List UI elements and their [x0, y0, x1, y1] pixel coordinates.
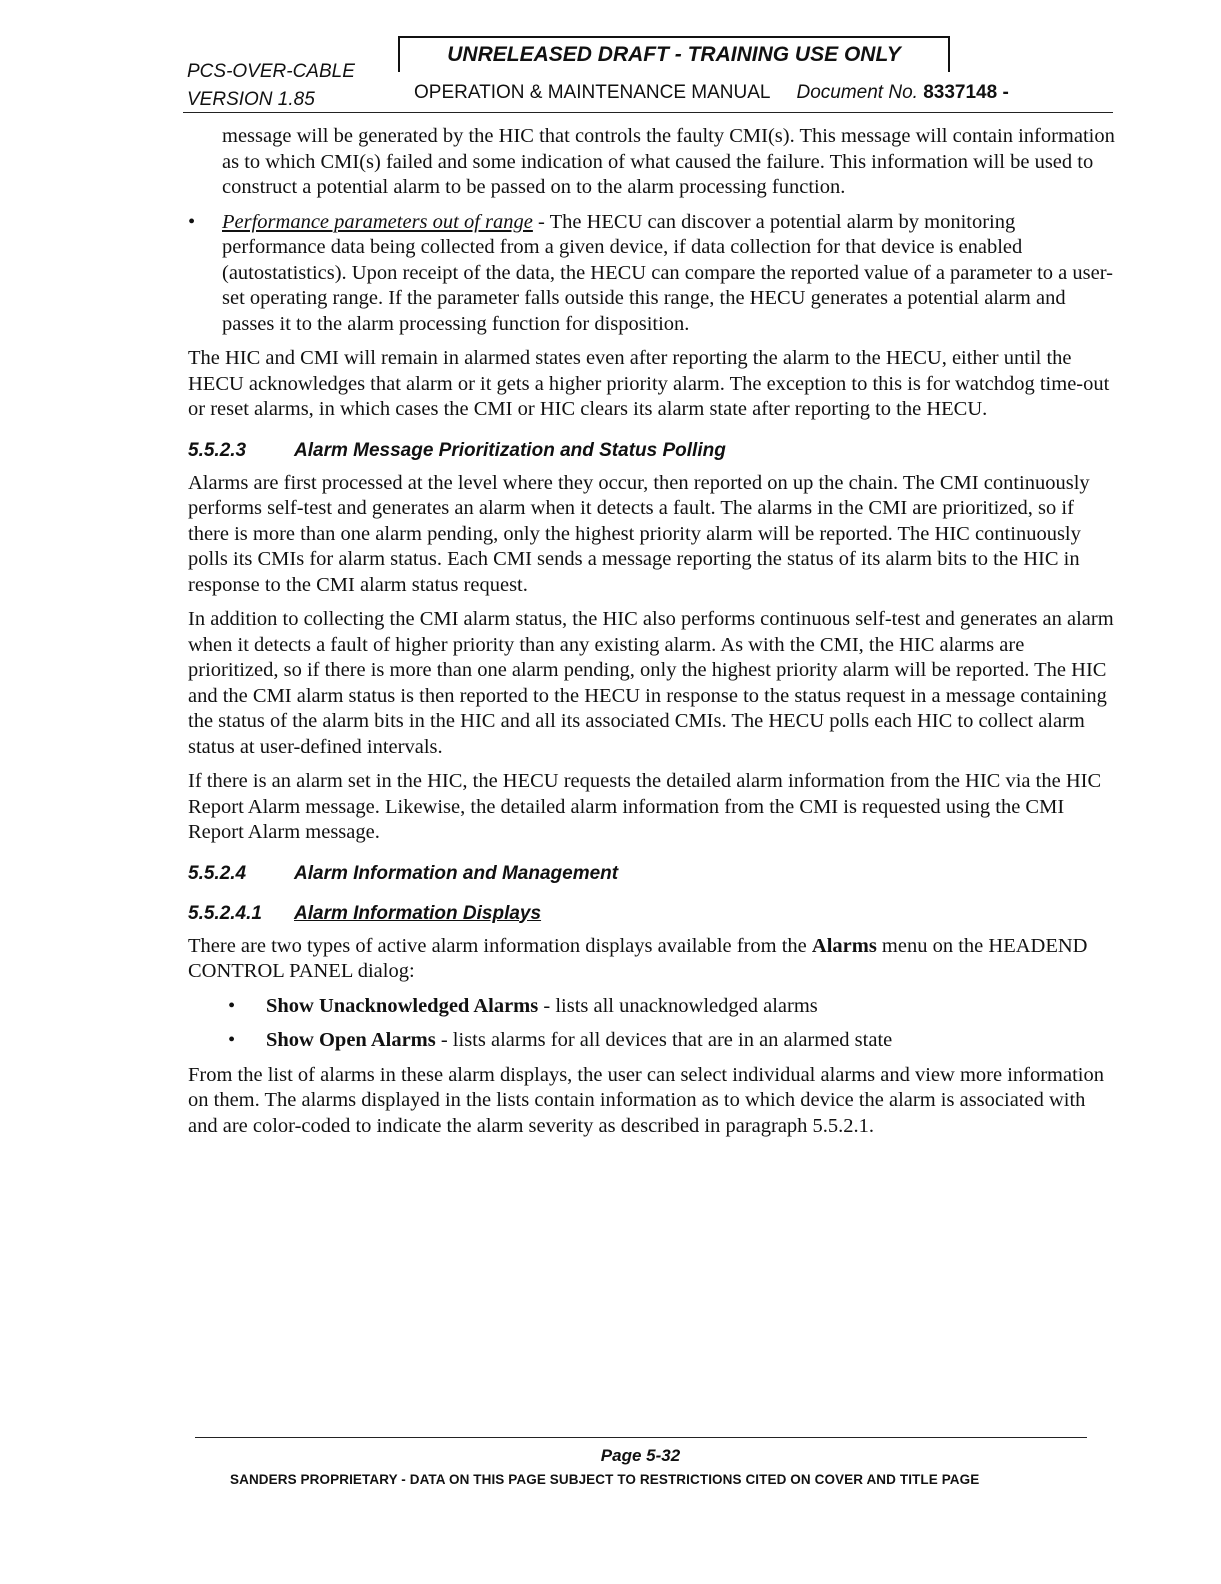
bullet-show-unacknowledged — [188, 994, 1116, 1020]
section-heading-55241 — [188, 902, 1116, 926]
page-number: Page 5-32 — [600, 1446, 681, 1465]
manual-title: OPERATION & MAINTENANCE MANUAL — [414, 82, 771, 103]
header-product-block — [187, 58, 355, 114]
page-content — [188, 124, 1116, 1148]
paragraph-55241-1 — [188, 934, 1116, 985]
text-run: There are two types of active alarm information displays available from the — [188, 934, 812, 957]
document-number: 8337148 - — [923, 82, 1009, 103]
section-title: Alarm Information Displays — [294, 902, 542, 924]
header-manual-line — [414, 82, 1009, 104]
paragraph-5523-2: In addition to collecting the CMI alarm status, the HIC also performs continuous self-test and generates an alarm when it detects a fault of higher priority than any existing alarm. As with the CMI, the HIC alarms are prioritized, so if there is more than one alarm pending, only the highest priority alarm will be reported. The HIC and the CMI alarm status is then reported to the HECU in response to the status request in a message containing the status of the alarm bits in the HIC and all its associated CMIs. The HECU polls each HIC to collect alarm status at user-defined intervals. — [188, 608, 1114, 758]
header-version: VERSION 1.85 — [187, 89, 315, 110]
text-run: menu on the HEADEND CONTROL PANEL dialog: — [188, 934, 1088, 982]
bullet-performance-parameters — [188, 210, 1116, 338]
section-number: 5.5.2.4.1 — [188, 902, 262, 924]
continued-paragraph: message will be generated by the HIC that controls the faulty CMI(s). This message will contain information as to which CMI(s) failed and some indication of what caused the failure. This information will be used to construct a potential alarm to be passed on to the alarm processing function. — [222, 125, 1115, 198]
bullet-term: Performance parameters out of range — [222, 210, 533, 233]
alarms-menu-name: Alarms — [811, 934, 877, 957]
menu-item-show-open: Show Open Alarms — [266, 1029, 436, 1051]
footer-rule — [195, 1437, 1087, 1438]
paragraph-5523-3: If there is an alarm set in the HIC, the HECU requests the detailed alarm information from the HIC via the HIC Report Alarm message. Likewise, the detailed alarm information from the CMI is requested using the CMI Report Alarm message. — [188, 770, 1102, 843]
header-rule — [183, 112, 1113, 113]
bullet-text: - lists alarms for all devices that are in an alarmed state — [435, 1029, 893, 1051]
bullet-icon: • — [188, 210, 196, 233]
section-number: 5.5.2.3 — [188, 439, 247, 461]
document-label: Document No. — [796, 82, 918, 103]
section-title: Alarm Information and Management — [294, 862, 619, 884]
paragraph-55241-2: From the list of alarms in these alarm displays, the user can select individual alarms and view more information on them. The alarms displayed in the lists contain information as to which device the alarm is associated with and are color-coded to indicate the alarm severity as described in paragraph 5.5.2.1. — [188, 1063, 1104, 1137]
draft-banner: UNRELEASED DRAFT - TRAINING USE ONLY — [398, 36, 950, 72]
section-number: 5.5.2.4 — [188, 862, 247, 884]
section-heading-5524 — [188, 862, 1116, 886]
menu-item-show-unacknowledged: Show Unacknowledged Alarms — [266, 994, 539, 1017]
bullet-show-open — [188, 1028, 1116, 1054]
header-product: PCS-OVER-CABLE — [187, 61, 355, 82]
paragraph-hic-cmi-states: The HIC and CMI will remain in alarmed states even after reporting the alarm to the HECU, either until the HECU acknowledges that alarm or it gets a higher priority alarm. The exception to this is for watchdog time-out or reset alarms, in which cases the CMI or HIC clears its alarm state after reporting to the HECU. — [188, 347, 1110, 420]
paragraph-5523-1: Alarms are first processed at the level where they occur, then reported on up the chain. The CMI continuously performs self-test and generates an alarm when it detects a fault. The alarms in the CMI are prioritized, so if there is more than one alarm pending, only the highest priority alarm will be reported. The HIC continuously polls its CMIs for alarm status. Each CMI sends a message reporting the status of its alarm bits to the HIC in response to the CMI alarm status request. — [188, 471, 1090, 596]
section-title: Alarm Message Prioritization and Status Polling — [294, 439, 726, 461]
bullet-icon: • — [228, 994, 236, 1017]
bullet-text: - The HECU can discover a potential alarm by monitoring performance data being collected from a given device, if data collection for that device is enabled (autostatistics). Upon receipt of the data, the HECU can compare the reported value of a parameter to a user-set operating range. If the parameter falls outside this range, the HECU generates a potential alarm and passes it to the alarm processing function for disposition. — [222, 210, 1113, 335]
bullet-icon: • — [228, 1029, 236, 1051]
proprietary-notice: SANDERS PROPRIETARY - DATA ON THIS PAGE SUBJECT TO RESTRICTIONS CITED ON COVER AND TITLE PAGE — [230, 1472, 980, 1487]
section-heading-5523 — [188, 439, 1116, 463]
bullet-text: - lists all unacknowledged alarms — [538, 994, 818, 1017]
